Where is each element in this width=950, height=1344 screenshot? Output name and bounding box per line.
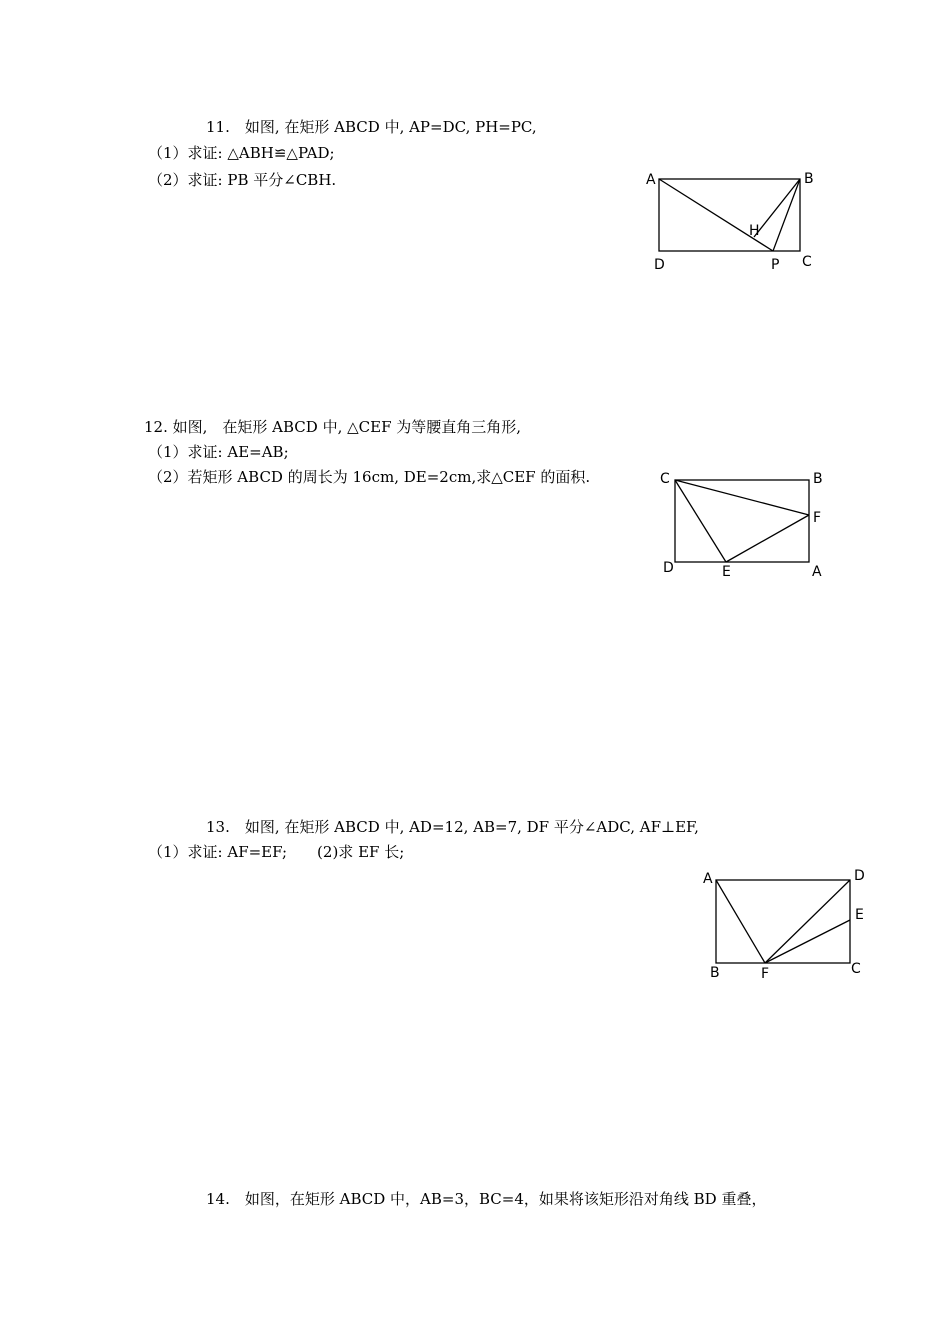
q12-part1: （1）求证: AE=AB; xyxy=(148,443,289,461)
q12-label-d: D xyxy=(663,560,674,576)
q11-label-p: P xyxy=(771,257,780,273)
q12-label-f: F xyxy=(813,510,822,526)
q11-title: 11. 如图, 在矩形 ABCD 中, AP=DC, PH=PC, xyxy=(206,118,537,136)
q11-label-c: C xyxy=(802,254,812,270)
q11-label-a: A xyxy=(646,172,656,188)
q13-title: 13. 如图, 在矩形 ABCD 中, AD=12, AB=7, DF 平分∠ADC, AF⊥EF, xyxy=(206,818,699,836)
q12-part2: （2）若矩形 ABCD 的周长为 16cm, DE=2cm,求△CEF 的面积. xyxy=(148,468,591,486)
q13-segment-af xyxy=(716,880,765,963)
q11-segment-bh xyxy=(754,179,800,237)
q12-label-c: C xyxy=(660,471,670,487)
q11-segment-ap xyxy=(659,179,773,251)
q13-label-a: A xyxy=(703,871,713,887)
q13-segment-ef xyxy=(765,920,850,963)
q13-part1: （1）求证: AF=EF; (2)求 EF 长; xyxy=(148,843,405,861)
q13-label-e: E xyxy=(855,907,864,923)
q12-segment-cf xyxy=(675,480,809,515)
q13-label-d: D xyxy=(854,868,865,884)
q14-title: 14. 如图，在矩形 ABCD 中，AB=3，BC=4，如果将该矩形沿对角线 BD 重叠， xyxy=(206,1190,767,1208)
q12-segment-ef xyxy=(726,515,809,562)
q11-label-d: D xyxy=(654,257,665,273)
q13-label-b: B xyxy=(710,965,720,981)
q11-part2: （2）求证: PB 平分∠CBH. xyxy=(148,171,337,189)
q12-rectangle xyxy=(675,480,809,562)
q12-title: 12. 如图, 在矩形 ABCD 中, △CEF 为等腰直角三角形, xyxy=(144,418,522,436)
q11-figure xyxy=(640,165,830,280)
q12-segment-ce xyxy=(675,480,726,562)
q12-label-a: A xyxy=(812,564,822,580)
q13-segment-df xyxy=(765,880,850,963)
q12-label-e: E xyxy=(722,564,731,580)
q13-figure xyxy=(700,865,875,985)
q11-label-b: B xyxy=(804,171,814,187)
q12-label-b: B xyxy=(813,471,823,487)
q13-label-c: C xyxy=(851,961,861,977)
q11-label-h: H xyxy=(749,223,760,239)
q11-segment-bp xyxy=(773,179,800,251)
q12-figure xyxy=(655,465,840,585)
q11-part1: （1）求证: △ABH≌△PAD; xyxy=(148,144,335,162)
q13-label-f: F xyxy=(761,966,770,982)
q13-rectangle xyxy=(716,880,850,963)
q11-rectangle xyxy=(659,179,800,251)
